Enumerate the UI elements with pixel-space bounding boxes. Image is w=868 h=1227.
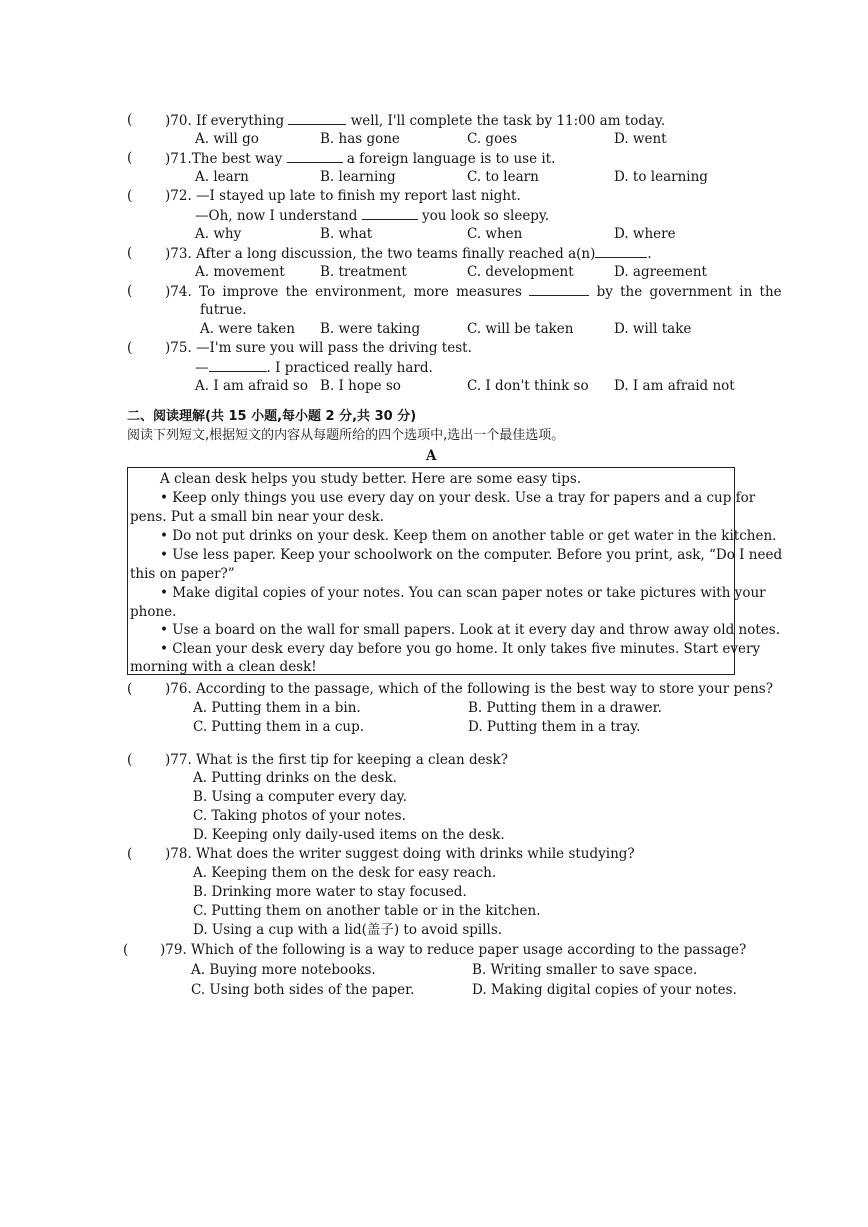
answer-paren: ( xyxy=(127,245,133,261)
option-c: C. to learn xyxy=(467,169,539,185)
answer-blank xyxy=(529,283,589,296)
option-d: D. to learning xyxy=(614,169,708,185)
option-c: C. development xyxy=(467,264,574,280)
option-a: A. why xyxy=(195,226,242,242)
option-b: B. Using a computer every day. xyxy=(193,789,407,805)
option-a: A. I am afraid so xyxy=(195,378,308,394)
option-b: B. I hope so xyxy=(320,378,401,394)
option-d: D. went xyxy=(614,131,667,147)
answer-paren: ( xyxy=(127,340,133,356)
question-stem: )73. After a long discussion, the two teams finally reached a(n) . xyxy=(165,246,652,262)
option-b: B. were taking xyxy=(320,321,421,337)
option-b: B. treatment xyxy=(320,264,407,280)
tip-5: • Use a board on the wall for small papers. Look at it every day and throw away old notes. xyxy=(160,622,780,638)
option-c: C. Putting them in a cup. xyxy=(193,719,365,735)
section-title: 二、阅读理解(共 15 小题,每小题 2 分,共 30 分) xyxy=(127,409,417,424)
answer-paren: ( xyxy=(127,188,133,204)
option-d: D. where xyxy=(614,226,676,242)
option-d: D. Making digital copies of your notes. xyxy=(472,982,737,998)
option-b: B. Putting them in a drawer. xyxy=(468,700,662,716)
answer-blank xyxy=(287,150,343,163)
option-a: A. Putting them in a bin. xyxy=(193,700,361,716)
question-stem-line2: — . I practiced really hard. xyxy=(195,360,433,376)
passage-label: A xyxy=(426,448,437,464)
option-c: C. Taking photos of your notes. xyxy=(193,808,406,824)
answer-blank xyxy=(362,207,418,220)
option-a: A. were taken xyxy=(200,321,295,337)
option-d: D. agreement xyxy=(614,264,707,280)
option-a: A. Keeping them on the desk for easy reach. xyxy=(193,865,497,881)
tip-3: • Use less paper. Keep your schoolwork on the computer. Before you print, ask, “Do I need xyxy=(160,547,783,563)
tip-2: • Do not put drinks on your desk. Keep them on another table or get water in the kitchen. xyxy=(160,528,777,544)
answer-paren: ( xyxy=(127,150,133,166)
answer-paren: ( xyxy=(123,942,129,958)
question-stem-line2: —Oh, now I understand you look so sleepy. xyxy=(195,208,550,224)
option-b: B. learning xyxy=(320,169,396,185)
question-stem: )76. According to the passage, which of the following is the best way to store your pens? xyxy=(165,681,773,697)
question-stem: )72. —I stayed up late to finish my report last night. xyxy=(165,188,521,204)
question-stem: )79. Which of the following is a way to reduce paper usage according to the passage? xyxy=(160,942,747,958)
option-b: B. Writing smaller to save space. xyxy=(472,962,698,978)
tip-4: • Make digital copies of your notes. You can scan paper notes or take pictures with your xyxy=(160,585,766,601)
tip-6-cont: morning with a clean desk! xyxy=(130,659,317,675)
option-d: D. Using a cup with a lid(盖子) to avoid spills. xyxy=(193,922,503,938)
option-a: A. Buying more notebooks. xyxy=(191,962,376,978)
tip-1-cont: pens. Put a small bin near your desk. xyxy=(130,509,385,525)
option-d: D. will take xyxy=(614,321,692,337)
tip-3-cont: this on paper?” xyxy=(130,566,235,582)
option-c: C. Using both sides of the paper. xyxy=(191,982,415,998)
question-stem: )75. —I'm sure you will pass the driving test. xyxy=(165,340,472,356)
option-c: C. Putting them on another table or in the kitchen. xyxy=(193,903,541,919)
answer-paren: ( xyxy=(127,283,133,299)
option-b: B. what xyxy=(320,226,373,242)
option-c: C. when xyxy=(467,226,523,242)
option-b: B. Drinking more water to stay focused. xyxy=(193,884,467,900)
question-stem-cont: futrue. xyxy=(200,302,247,318)
option-b: B. has gone xyxy=(320,131,400,147)
question-stem: )77. What is the first tip for keeping a clean desk? xyxy=(165,752,508,768)
tip-4-cont: phone. xyxy=(130,604,177,620)
answer-paren: ( xyxy=(127,112,133,128)
tip-1: • Keep only things you use every day on your desk. Use a tray for papers and a cup for xyxy=(160,490,756,506)
question-stem: )70. If everything well, I'll complete the task by 11:00 am today. xyxy=(165,113,666,129)
option-a: A. Putting drinks on the desk. xyxy=(193,770,397,786)
option-d: D. I am afraid not xyxy=(614,378,735,394)
question-stem: )74. To improve the environment, more measures by the government in the xyxy=(165,284,782,300)
tip-6: • Clean your desk every day before you go home. It only takes five minutes. Start every xyxy=(160,641,761,657)
option-a: A. learn xyxy=(195,169,249,185)
section-instruction: 阅读下列短文,根据短文的内容从每题所给的四个选项中,选出一个最佳选项。 xyxy=(127,428,565,443)
option-a: A. will go xyxy=(195,131,259,147)
answer-blank xyxy=(595,245,647,258)
answer-blank xyxy=(288,112,346,125)
option-c: C. goes xyxy=(467,131,518,147)
answer-paren: ( xyxy=(127,681,133,697)
passage-intro: A clean desk helps you study better. Here are some easy tips. xyxy=(160,471,582,487)
answer-paren: ( xyxy=(127,752,133,768)
question-stem: )71.The best way a foreign language is to use it. xyxy=(165,151,556,167)
option-d: D. Keeping only daily-used items on the desk. xyxy=(193,827,505,843)
option-a: A. movement xyxy=(195,264,285,280)
answer-paren: ( xyxy=(127,846,133,862)
answer-blank xyxy=(209,359,267,372)
option-d: D. Putting them in a tray. xyxy=(468,719,641,735)
option-c: C. will be taken xyxy=(467,321,574,337)
option-c: C. I don't think so xyxy=(467,378,589,394)
question-stem: )78. What does the writer suggest doing with drinks while studying? xyxy=(165,846,635,862)
